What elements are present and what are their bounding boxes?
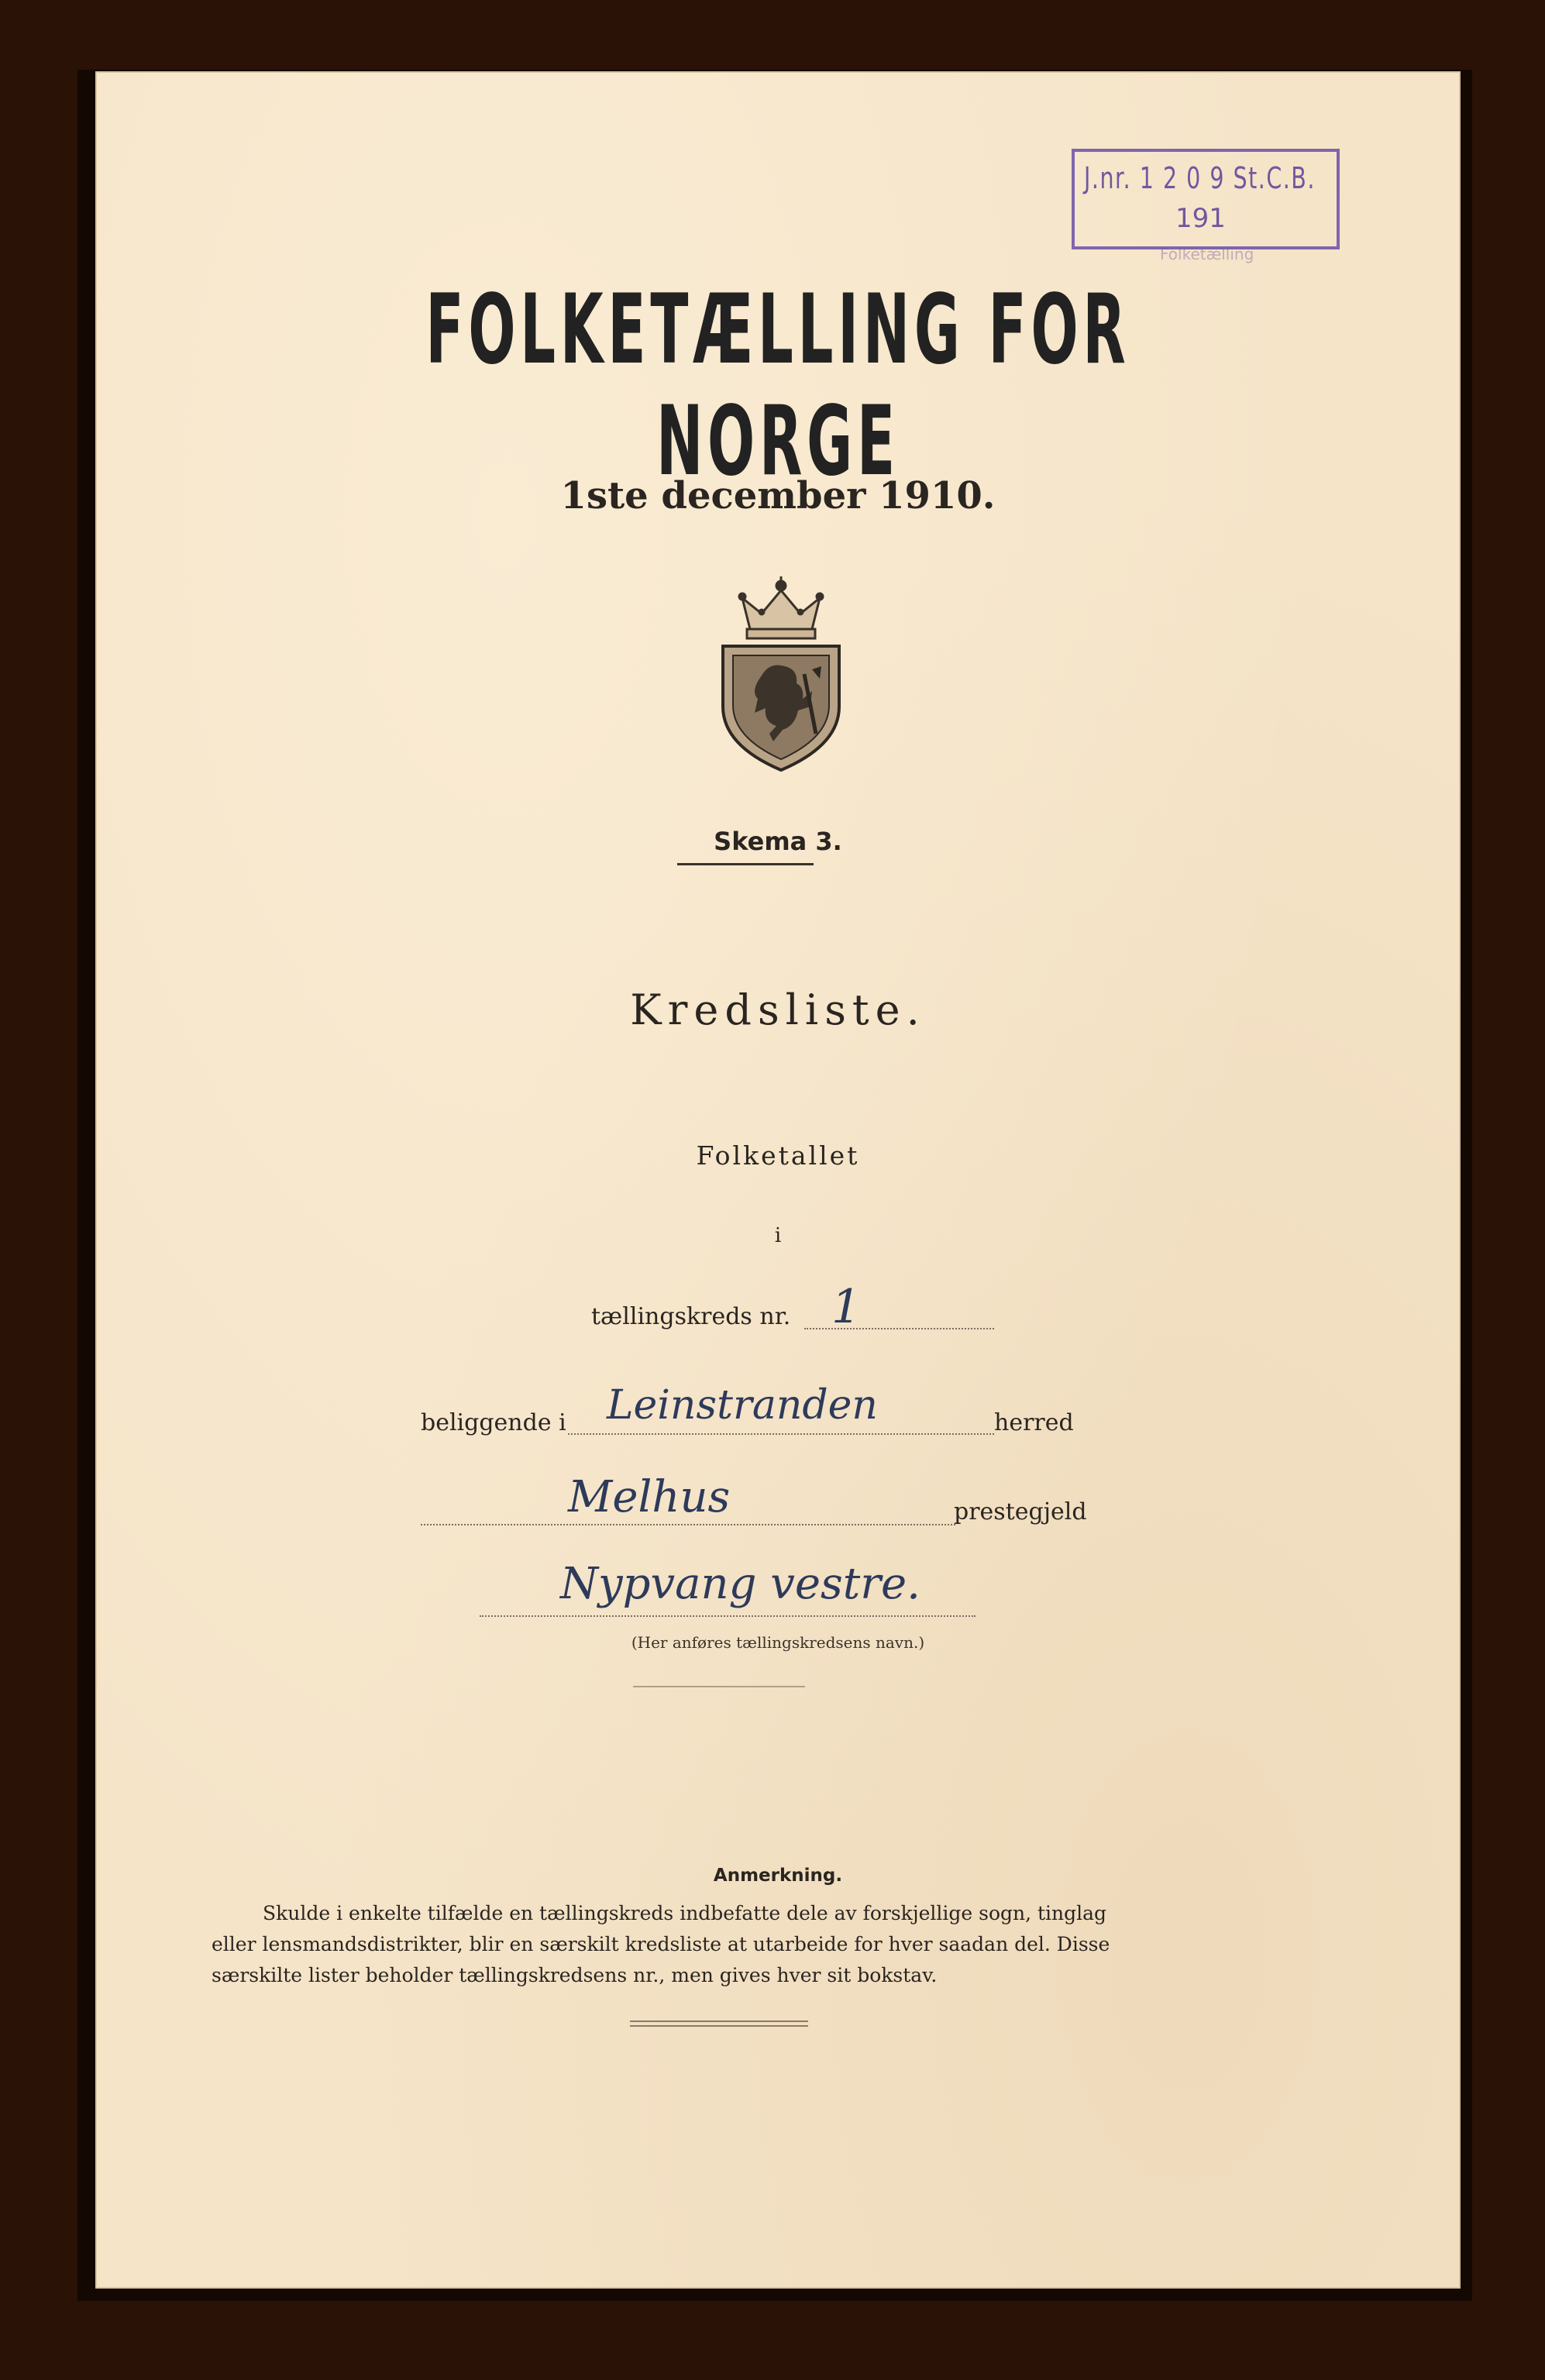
kredsnavn-line (480, 1615, 976, 1617)
herred-value: Leinstranden (607, 1382, 878, 1429)
prestegjeld-line (421, 1524, 955, 1525)
beliggende-label: beliggende i (421, 1409, 566, 1436)
prestegjeld-label: prestegjeld (954, 1498, 1087, 1525)
separator-line (633, 1686, 805, 1687)
kredsnavn-note: (Her anføres tællingskredsens navn.) (631, 1633, 925, 1652)
remark-line: særskilte lister beholder tællingskredsens nr., men gives hver sit bokstav. (212, 1964, 938, 1986)
stamp-faded-text: Folketælling (1160, 245, 1254, 263)
bottom-double-rule-bottom (630, 2025, 808, 2027)
form-intro: Folketallet (696, 1140, 860, 1171)
document-title: FOLKETÆLLING FOR NORGE (425, 274, 1130, 497)
schema-underline (677, 863, 814, 865)
kreds-number-value: 1 (831, 1280, 862, 1334)
kredsnavn-value: Nypvang vestre. (560, 1559, 920, 1609)
document-page (95, 71, 1461, 2289)
stamp-journal-number: J.nr. 1 2 0 9 St.C.B. (1084, 161, 1316, 195)
herred-line (568, 1433, 994, 1435)
document-date: 1ste december 1910. (560, 474, 996, 518)
bottom-double-rule-top (630, 2021, 808, 2022)
remark-body (212, 1898, 1366, 1991)
form-heading: Kredsliste. (630, 985, 926, 1034)
prestegjeld-value: Melhus (568, 1472, 731, 1522)
herred-label: herred (994, 1409, 1074, 1436)
schema-number: Skema 3. (714, 827, 842, 856)
remark-title: Anmerkning. (713, 1866, 843, 1886)
kreds-number-label: tællingskreds nr. (591, 1303, 791, 1330)
stamp-year: 191 (1175, 203, 1226, 234)
form-i: i (774, 1224, 782, 1247)
archive-stamp (1072, 149, 1340, 263)
remark-line: Skulde i enkelte tilfælde en tællingskreds indbefatte dele av forskjellige sogn, tinglag (263, 1902, 1107, 1924)
remark-line: eller lensmandsdistrikter, blir en særskilt kredsliste at utarbeide for hver saadan del. Disse (212, 1933, 1110, 1955)
norwegian-coat-of-arms-icon (696, 575, 866, 772)
